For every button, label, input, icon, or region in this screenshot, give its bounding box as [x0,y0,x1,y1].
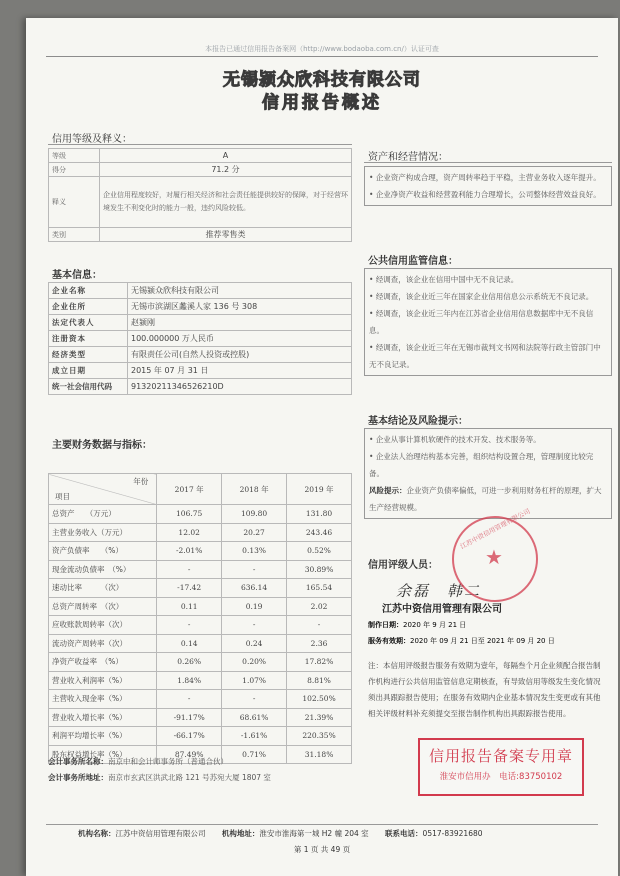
accounting-firm-name-row [48,756,228,767]
supervision-heading: 公共信用监管信息： [368,256,458,267]
financials-heading: 主要财务数据与指标： [52,440,152,451]
financial-value: 17.82% [287,653,352,672]
year-header: 年份 [133,477,149,486]
filing-rect-stamp [418,738,584,796]
firm-addr-label: 会计事务所地址： [48,773,108,782]
financial-metric-label: 总资产 （万元） [49,505,157,524]
conclusion-item-text: 企业从事计算机软硬件的技术开发、技术服务等。 [375,435,541,444]
financial-metric-label: 应收账款周转率（次） [49,616,157,635]
service-note: 注：本信用评级报告服务有效期为壹年，每隔叁个月企业须配合报告制作机构进行公共信用监管信息定期核查，有导致信用等级发生变化情况须出具跟踪报告使用；在服务有效期内企业基本情况发生变更或有其他相关评级材料补充须提交至报告制作机构出具跟踪报告使用。 [368,661,601,718]
financial-row [49,708,352,727]
supervision-item-text: 经调查，该企业近三年内在江苏省企业信用信息数据库中无不良信息。 [369,309,594,335]
year-col: 2019 年 [287,474,352,505]
financial-metric-label: 净资产收益率 （%） [49,653,157,672]
capital-value: 100.000000 万人民币 [128,331,352,347]
assets-heading: 资产和经营情况： [368,152,448,163]
year-col: 2017 年 [157,474,222,505]
supervision-item-text: 经调查，该企业在信用中国中无不良记录。 [375,275,519,284]
rater-signature: 余磊 韩二 [396,582,482,600]
category-label: 类别 [49,228,100,242]
rating-category: 推荐零售类 [100,228,352,242]
financial-metric-label: 利润平均增长率（%） [49,727,157,746]
economic-type-label: 经济类型 [49,347,128,363]
definition-label: 释义 [49,177,100,228]
founded-label: 成立日期 [49,363,128,379]
watermark-url: 本报告已通过信用报告备案网（http://www.bodaoba.com.cn/）认证可查 [205,45,439,53]
financial-value: 20.27 [222,523,287,542]
made-label: 制作日期： [368,621,403,629]
financial-metric-label: 现金流动负债率 （%） [49,560,157,579]
report-company-title: 无锡颍众欣科技有限公司 [223,70,421,90]
financial-metric-label: 速动比率 （次） [49,579,157,598]
address-label: 企业住所 [49,299,128,315]
financials-body [49,505,352,764]
supervision-item: • 经调查，该企业近三年内在江苏省企业信用信息数据库中无不良信息。 [369,309,594,335]
financial-metric-label: 营业收入利润率（%） [49,671,157,690]
made-date: 2020 年 9 月 21 日 [403,621,467,629]
financials-table [48,473,352,764]
financial-value: 68.61% [222,708,287,727]
financial-metric-label: 资产负债率 （%） [49,542,157,561]
financial-value: 220.35% [287,727,352,746]
financial-row [49,579,352,598]
financial-value: 0.71% [222,745,287,764]
rating-grade: A [100,149,352,163]
footer-phone: 0517-83921680 [422,829,483,838]
financial-row [49,690,352,709]
financial-value: 87.49% [157,745,222,764]
accounting-firm-addr-row [48,772,271,783]
financial-metric-label: 主营业务收入（万元） [49,523,157,542]
financial-value: 0.13% [222,542,287,561]
footer-org-label: 机构名称： [78,829,116,838]
conclusion-heading: 基本结论及风险提示： [368,416,468,427]
company-round-seal [452,507,538,602]
financial-value: 0.14 [157,634,222,653]
financial-row [49,616,352,635]
financial-value: 106.75 [157,505,222,524]
financial-value: 636.14 [222,579,287,598]
financial-value: 12.02 [157,523,222,542]
address-value: 无锡市滨湖区蠡溪人家 136 号 308 [128,299,352,315]
financial-value: 0.19 [222,597,287,616]
financial-value: 31.18% [287,745,352,764]
risk-label: 风险提示： [369,486,407,495]
supervision-item-text: 经调查，该企业近三年在国家企业信用信息公示系统无不良记录。 [375,292,594,301]
financial-row [49,634,352,653]
financial-value: - [157,560,222,579]
financial-value: 109.80 [222,505,287,524]
risk-text: 企业资产负债率偏低，可进一步利用财务杠杆的原理，扩大生产经营规模。 [369,486,602,512]
conclusion-item-text: 企业法人治理结构基本完善，组织结构设置合理，管理制度比较完备。 [369,452,594,478]
financial-value: 0.24 [222,634,287,653]
company-name-value: 无锡颍众欣科技有限公司 [128,283,352,299]
firm-name-label: 会计事务所名称： [48,757,108,766]
conclusion-item: • 企业法人治理结构基本完善，组织结构设置合理，管理制度比较完备。 [369,452,594,478]
risk-row [369,482,607,516]
financial-row [49,505,352,524]
stamp-line1: 信用报告备案专用章 [428,747,573,765]
founded-value: 2015 年 07 月 31 日 [128,363,352,379]
financial-value: -1.61% [222,727,287,746]
financial-row [49,653,352,672]
validity-row [368,636,555,646]
footer-org: 江苏中资信用管理有限公司 [115,829,206,838]
seal-star-icon: ★ [485,545,503,569]
financial-row [49,560,352,579]
economic-type-value: 有限责任公司(自然人投资或控股) [128,347,352,363]
made-date-row [368,620,466,630]
financial-value: 165.54 [287,579,352,598]
financials-corner-cell [49,474,157,505]
legal-rep-value: 赵颍刚 [128,315,352,331]
financial-value: - [157,690,222,709]
footer-divider [46,824,598,825]
financial-value: 30.89% [287,560,352,579]
financial-metric-label: 营业收入增长率（%） [49,708,157,727]
financial-metric-label: 股东权益增长率（%） [49,745,157,764]
rating-divider [48,144,352,145]
valid-range: 2020 年 09 月 21 日至 2021 年 09 月 20 日 [410,637,555,645]
financial-metric-label: 总资产周转率 （次） [49,597,157,616]
assets-divider [364,162,612,163]
financial-value: 0.52% [287,542,352,561]
basic-info-heading: 基本信息： [52,270,102,281]
rating-score: 71.2 分 [100,163,352,177]
financial-metric-label: 主营收入现金率（%） [49,690,157,709]
legal-rep-label: 法定代表人 [49,315,128,331]
year-col: 2018 年 [222,474,287,505]
basic-info-table [48,282,352,395]
financial-value: -17.42 [157,579,222,598]
credit-code-value: 91320211346526210D [128,379,352,395]
footer-phone-label: 联系电话： [385,829,423,838]
financial-value: 243.46 [287,523,352,542]
report-page [26,18,618,876]
firm-name: 南京中和会计师事务所（普通合伙） [108,757,228,766]
supervision-item: • 经调查，该企业近三年在国家企业信用信息公示系统无不良记录。 [369,292,594,301]
assets-item-text: 企业净资产收益和经营盈利能力合理增长，公司整体经营效益良好。 [375,190,601,199]
financial-metric-label: 流动资产周转率（次） [49,634,157,653]
financial-row [49,523,352,542]
supervision-item: • 经调查，该企业在信用中国中无不良记录。 [369,275,519,284]
assets-item: • 企业资产构成合理，资产周转率趋于平稳，主营业务收入逐年提升。 [369,173,601,182]
seal-text: 江苏中资信用管理有限公司 [458,507,532,551]
rating-table [48,148,352,242]
financial-row [49,727,352,746]
header-divider [46,56,598,57]
capital-label: 注册资本 [49,331,128,347]
financial-value: 1.07% [222,671,287,690]
financial-value: - [222,616,287,635]
report-title: 信用报告概述 [262,93,382,113]
supervision-item-text: 经调查，该企业近三年在无锡市裁判文书网和法院等行政主管部门中无不良记录。 [369,343,601,369]
footer-info [78,828,483,839]
assets-box [364,166,612,206]
page-number: 第 1 页 共 49 页 [293,845,351,854]
valid-label: 服务有效期： [368,637,410,645]
supervision-item: • 经调查，该企业近三年在无锡市裁判文书网和法院等行政主管部门中无不良记录。 [369,343,601,369]
financial-value: - [222,690,287,709]
assets-item: • 企业净资产收益和经营盈利能力合理增长，公司整体经营效益良好。 [369,190,601,199]
financial-value: 0.11 [157,597,222,616]
financial-value: 2.02 [287,597,352,616]
financial-value: - [157,616,222,635]
item-header: 项目 [55,492,70,501]
rating-label: 等级 [49,149,100,163]
conclusion-item: • 企业从事计算机软硬件的技术开发、技术服务等。 [369,435,541,444]
financial-value: 0.20% [222,653,287,672]
financial-value: 1.84% [157,671,222,690]
financial-value: - [287,616,352,635]
raters-heading: 信用评级人员： [368,560,438,571]
assets-item-text: 企业资产构成合理，资产周转率趋于平稳，主营业务收入逐年提升。 [375,173,601,182]
financial-value: 8.81% [287,671,352,690]
rating-definition: 企业信用程度较好，对履行相关经济和社会责任能提供较好的保障，对于经营环境发生不利变化时的能力一般，违约风险较低。 [100,177,352,228]
financial-value: -91.17% [157,708,222,727]
financial-value: -2.01% [157,542,222,561]
financial-value: - [222,560,287,579]
financial-row [49,542,352,561]
financial-value: -66.17% [157,727,222,746]
company-name-label: 企业名称 [49,283,128,299]
footer-addr: 淮安市淮海第一城 H2 幢 204 室 [259,829,369,838]
footer-addr-label: 机构地址： [221,829,260,838]
stamp-line2: 淮安市信用办 电话:83750102 [439,772,563,782]
score-label: 得分 [49,163,100,177]
financial-value: 131.80 [287,505,352,524]
rating-heading: 信用等级及释义： [52,134,132,145]
financial-value: 0.26% [157,653,222,672]
conclusion-box [364,428,612,519]
financial-row [49,597,352,616]
firm-addr: 南京市玄武区洪武北路 121 号苏宛大厦 1807 室 [108,773,271,782]
financial-row [49,671,352,690]
rating-company: 江苏中资信用管理有限公司 [382,604,502,615]
financial-value: 2.36 [287,634,352,653]
credit-code-label: 统一社会信用代码 [49,379,128,395]
financial-value: 102.50% [287,690,352,709]
supervision-box [364,268,612,376]
financial-value: 21.39% [287,708,352,727]
